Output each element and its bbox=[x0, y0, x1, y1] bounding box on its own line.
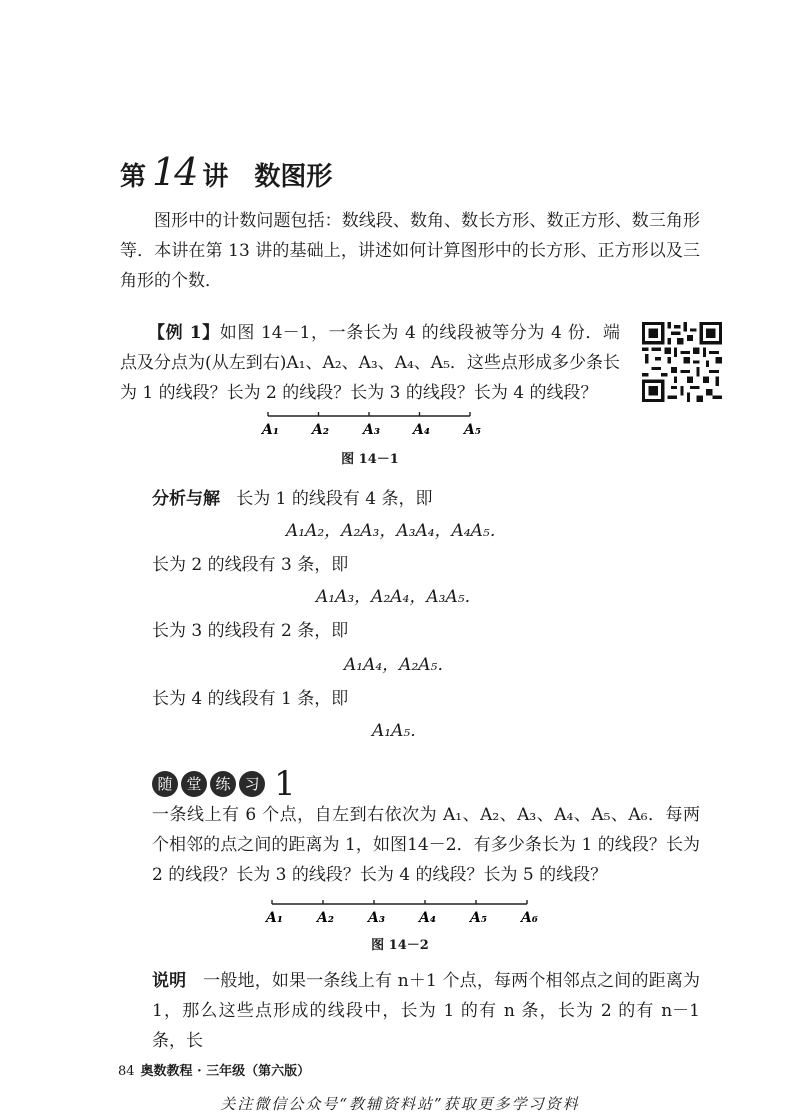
book-title: 奥数教程 · 三年级（第六版） bbox=[140, 1064, 311, 1079]
solution-math: A₁A₃，A₂A₄，A₃A₅． bbox=[316, 587, 482, 607]
practice-badge: 堂 bbox=[181, 771, 207, 797]
page-footer bbox=[118, 1060, 310, 1079]
example-1 bbox=[120, 318, 620, 408]
promo-banner: 关注微信公众号“教辅资料站”获取更多学习资料 bbox=[220, 1095, 580, 1113]
lecture-name: 数图形 bbox=[254, 162, 333, 192]
lecture-prefix: 第 bbox=[120, 162, 147, 192]
point-label: A₅ bbox=[470, 910, 487, 926]
figure-14-2 bbox=[262, 896, 552, 930]
practice-badge: 随 bbox=[152, 771, 178, 797]
solution-math: A₁A₂，A₂A₃，A₃A₄，A₄A₅． bbox=[286, 521, 507, 541]
point-label: A₄ bbox=[419, 910, 436, 926]
solution-line: 长为 2 的线段有 3 条，即 bbox=[152, 555, 349, 575]
practice-badge: 习 bbox=[239, 771, 265, 797]
example-label: 【例 1】 bbox=[148, 323, 220, 343]
solution-line: 长为 4 的线段有 1 条，即 bbox=[152, 689, 349, 709]
page-number: 84 bbox=[118, 1064, 135, 1079]
figure-14-1 bbox=[258, 408, 488, 444]
point-label: A₄ bbox=[413, 422, 430, 438]
solution-math: A₁A₄，A₂A₅． bbox=[344, 655, 455, 675]
practice-text: 一条线上有 6 个点，自左到右依次为 A₁、A₂、A₃、A₄、A₅、A₆．每两个相邻的点之间的距离为 1，如图14－2．有多少条长为 1 的线段？长为 2 的线段？长为 3 的线段？长为 4 的线段？长为 5 的线段？ bbox=[152, 805, 700, 885]
point-label: A₁ bbox=[266, 910, 283, 926]
qr-code bbox=[642, 322, 722, 402]
practice-badge: 练 bbox=[210, 771, 236, 797]
point-label: A₅ bbox=[464, 422, 481, 438]
lecture-number: 14 bbox=[152, 150, 197, 194]
figure-caption: 图 14－1 bbox=[341, 452, 399, 467]
solution-math: A₁A₅． bbox=[372, 721, 428, 741]
point-label: A₂ bbox=[312, 422, 329, 438]
point-label: A₁ bbox=[262, 422, 279, 438]
solution-label: 分析与解 bbox=[152, 489, 220, 509]
example-text: 如图 14－1，一条长为 4 的线段被等分为 4 份．端点及分点为(从左到右)A₁、A₂、A₃、A₄、A₅．这些点形成多少条长为 1 的线段？长为 2 的线段？长为 3 的线段？长为 4 的线段？ bbox=[120, 323, 620, 403]
practice-number: 1 bbox=[274, 764, 296, 804]
lecture-title bbox=[120, 150, 332, 194]
intro-paragraph: 图形中的计数问题包括：数线段、数角、数长方形、数正方形、数三角形等．本讲在第 13 讲的基础上，讲述如何计算图形中的长方形、正方形以及三角形的个数． bbox=[120, 211, 700, 291]
note-paragraph bbox=[152, 966, 700, 1056]
point-label: A₂ bbox=[317, 910, 334, 926]
practice-heading bbox=[152, 764, 296, 804]
point-label: A₆ bbox=[521, 910, 538, 926]
note-text: 一般地，如果一条线上有 n＋1 个点，每两个相邻点之间的距离为 1，那么这些点形成的线段中，长为 1 的有 n 条，长为 2 的有 n－1 条，长 bbox=[152, 971, 701, 1051]
lecture-suffix: 讲 bbox=[202, 162, 229, 192]
solution-line: 长为 3 的线段有 2 条，即 bbox=[152, 621, 349, 641]
point-label: A₃ bbox=[368, 910, 385, 926]
point-label: A₃ bbox=[363, 422, 380, 438]
solution-line: 分析与解 长为 1 的线段有 4 条，即 bbox=[152, 489, 433, 509]
figure-caption: 图 14－2 bbox=[371, 938, 429, 953]
note-label: 说明 bbox=[152, 971, 187, 991]
